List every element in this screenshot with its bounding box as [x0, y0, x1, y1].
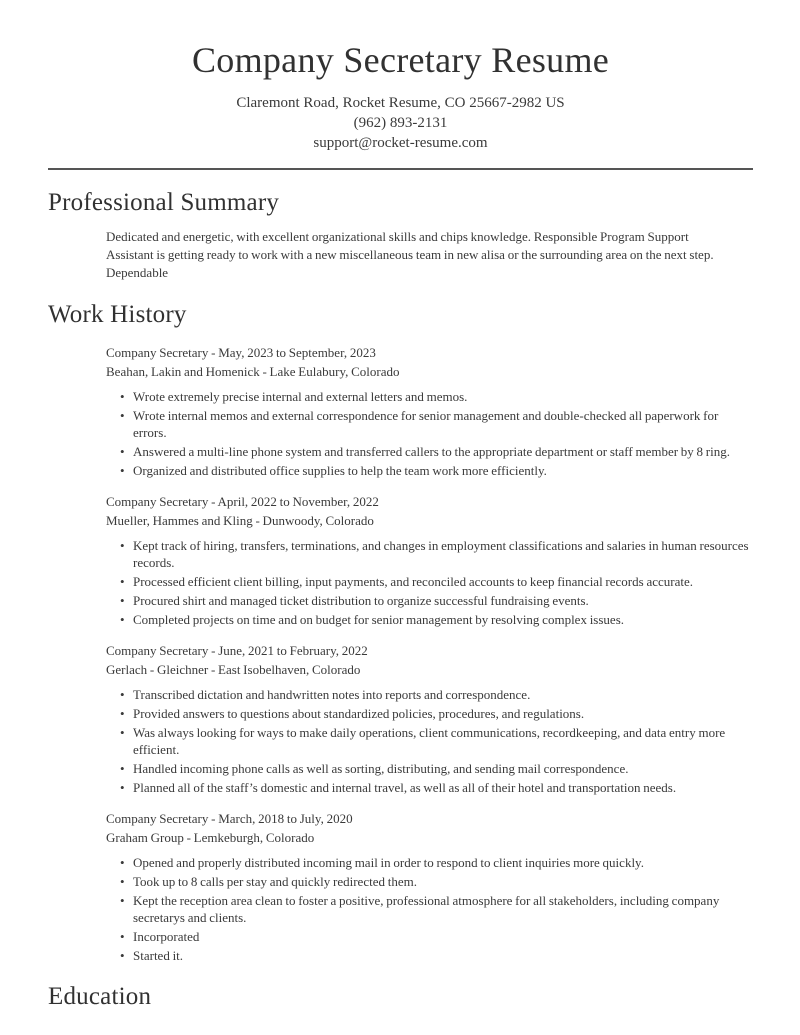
contact-phone: (962) 893-2131 [353, 115, 448, 131]
bullet-item: • Transcribed dictation and handwritten notes into reports and correspondence. [106, 686, 753, 703]
bullet-item: • Organized and distributed office supplies to help the team work more efficiently. [106, 462, 753, 479]
contact-address: Claremont Road, Rocket Resume, CO 25667-2982 US [236, 95, 565, 111]
job-company-line: Graham Group - Lemkeburgh, Colorado [106, 830, 315, 845]
job-entry-4 [106, 809, 753, 964]
job-title-line: Company Secretary - April, 2022 to November, 2022 [106, 494, 379, 509]
bullet-item: • Took up to 8 calls per stay and quickly redirected them. [106, 873, 753, 890]
bullet-item: • Kept track of hiring, transfers, terminations, and changes in employment classifications and salaries in human resources records. [106, 537, 753, 571]
resume-header [48, 40, 753, 153]
bullet-item: • Processed efficient client billing, input payments, and reconciled accounts to keep financial records accurate. [106, 573, 753, 590]
job-company-line: Gerlach - Gleichner - East Isobelhaven, Colorado [106, 662, 361, 677]
contact-email: support@rocket-resume.com [313, 135, 488, 151]
bullet-item: • Handled incoming phone calls as well as sorting, distributing, and sending mail correspondence. [106, 760, 753, 777]
job-title-line: Company Secretary - May, 2023 to September, 2023 [106, 345, 376, 360]
bullet-item: • Planned all of the staff’s domestic and internal travel, as well as all of their hotel and transportation needs. [106, 779, 753, 796]
header-divider [48, 168, 753, 170]
job-bullet-list [106, 388, 753, 479]
contact-block [48, 93, 753, 153]
job-entry-1 [106, 343, 753, 479]
job-title-line: Company Secretary - June, 2021 to February, 2022 [106, 643, 368, 658]
job-entry-2 [106, 492, 753, 628]
job-bullet-list [106, 854, 753, 964]
bullet-item: • Was always looking for ways to make daily operations, client communications, recordkeeping, and data entry more efficient. [106, 724, 753, 758]
bullet-item: • Answered a multi-line phone system and transferred callers to the appropriate department or staff member by 8 ring. [106, 443, 753, 460]
job-title-line: Company Secretary - March, 2018 to July, 2020 [106, 811, 353, 826]
bullet-item: • Incorporated [106, 928, 753, 945]
bullet-item: • Completed projects on time and on budget for senior management by resolving complex issues. [106, 611, 753, 628]
bullet-item: • Opened and properly distributed incoming mail in order to respond to client inquiries more quickly. [106, 854, 753, 871]
section-heading-work-history: Work History [48, 301, 187, 328]
bullet-item: • Kept the reception area clean to foster a positive, professional atmosphere for all stakeholders, including company secretarys and clients. [106, 892, 753, 926]
job-company-line: Beahan, Lakin and Homenick - Lake Eulabury, Colorado [106, 364, 400, 379]
bullet-item: • Procured shirt and managed ticket distribution to organize successful fundraising events. [106, 592, 753, 609]
bullet-item: • Started it. [106, 947, 753, 964]
job-entry-3 [106, 641, 753, 796]
section-heading-education: Education [48, 983, 152, 1010]
job-bullet-list [106, 537, 753, 628]
bullet-item: • Provided answers to questions about standardized policies, procedures, and regulations. [106, 705, 753, 722]
resume-title: Company Secretary Resume [191, 40, 610, 80]
professional-summary-text: Dedicated and energetic, with excellent organizational skills and chips knowledge. Responsible Program Support Assistant is getting ready to work with a new miscellaneous team in new alisa or the surrounding area on the next step. Dependable [106, 229, 714, 280]
job-company-line: Mueller, Hammes and Kling - Dunwoody, Colorado [106, 513, 374, 528]
bullet-item: • Wrote extremely precise internal and external letters and memos. [106, 388, 753, 405]
job-bullet-list [106, 686, 753, 796]
bullet-item: • Wrote internal memos and external correspondence for senior management and double-checked all paperwork for errors. [106, 407, 753, 441]
section-heading-professional-summary: Professional Summary [48, 189, 280, 216]
